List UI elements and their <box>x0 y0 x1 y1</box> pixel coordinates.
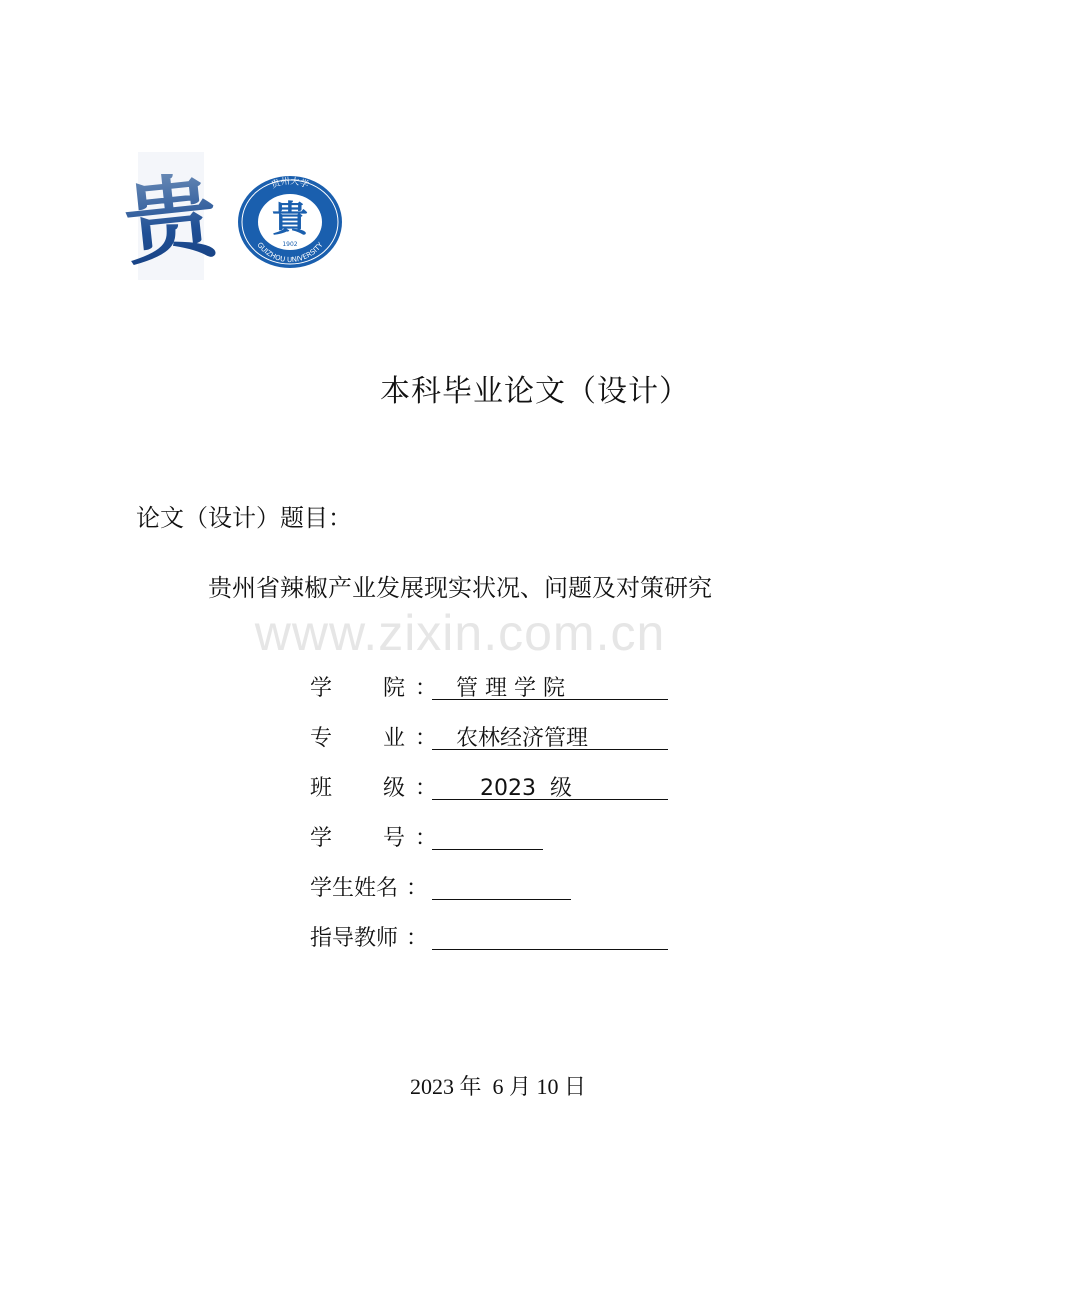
advisor-colon: ： <box>406 926 429 951</box>
college-underline <box>432 699 668 700</box>
major-label-a: 专 <box>310 726 333 751</box>
class-underline <box>432 799 668 800</box>
major-underline <box>432 749 668 750</box>
advisor-label: 指导教师 <box>310 926 399 951</box>
student-id-colon: ： <box>415 826 438 851</box>
major-value: 农林经济管理 <box>456 726 589 751</box>
topic-label: 论文（设计）题目： <box>136 504 352 532</box>
class-value: 2023 级 <box>480 776 572 801</box>
university-calligraphy-logo <box>119 152 223 280</box>
watermark: www.zixin.com.cn <box>254 605 666 661</box>
calligraphy-char: 贵 <box>119 161 223 279</box>
seal-english-text: GUIZHOU UNIVERSITY <box>255 241 325 265</box>
major-label-b: 业 <box>383 726 406 751</box>
class-label-b: 级 <box>383 776 406 801</box>
student-id-underline <box>432 849 543 850</box>
student-name-colon: ： <box>406 876 429 901</box>
document-title: 本科毕业论文（设计） <box>380 374 690 409</box>
thesis-topic: 贵州省辣椒产业发展现实状况、问题及对策研究 <box>208 574 712 602</box>
class-label-a: 班 <box>310 776 333 801</box>
major-colon: ： <box>415 726 438 751</box>
class-colon: ： <box>415 776 438 801</box>
submission-date: 2023 年 6 月 10 日 <box>410 1074 587 1099</box>
seal-chinese-text: 贵州大学 <box>270 176 310 191</box>
student-id-label-a: 学 <box>310 826 333 851</box>
college-colon: ： <box>415 676 438 701</box>
seal-year: 1902 <box>282 241 298 248</box>
college-label-b: 院 <box>383 676 406 701</box>
college-label-a: 学 <box>310 676 333 701</box>
student-name-label: 学生姓名 <box>310 876 399 901</box>
student-id-label-b: 号 <box>383 826 406 851</box>
college-value: 管 理 学 院 <box>456 676 565 701</box>
advisor-underline <box>432 949 668 950</box>
university-seal-logo <box>236 175 344 269</box>
seal-center-char: 貴 <box>271 198 309 240</box>
student-name-underline <box>432 899 571 900</box>
